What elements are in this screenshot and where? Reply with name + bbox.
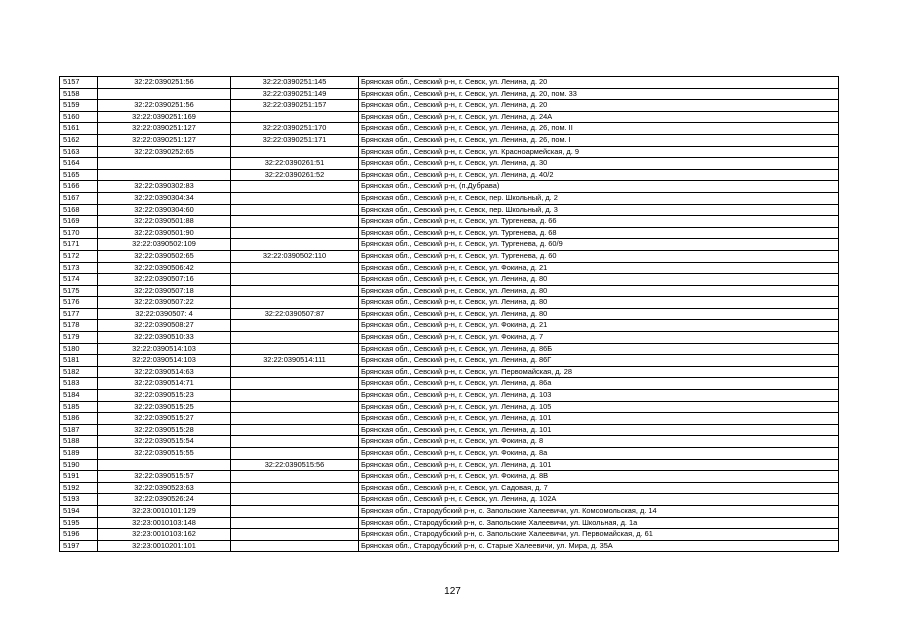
table-row	[60, 355, 839, 367]
table-row	[60, 401, 839, 413]
row-number-cell: 5196	[60, 529, 98, 541]
row-number-cell: 5194	[60, 505, 98, 517]
building-cadastral-number-cell	[231, 378, 359, 390]
cadastral-number-cell	[98, 88, 231, 100]
building-cadastral-number-cell: 32:22:0390261:52	[231, 169, 359, 181]
table-row	[60, 436, 839, 448]
address-cell: Брянская обл., Севский р-н, г. Севск, ул. Ленина, д. 20	[359, 77, 839, 89]
cadastral-number-cell: 32:22:0390302:83	[98, 181, 231, 193]
row-number-cell: 5181	[60, 355, 98, 367]
row-number-cell: 5160	[60, 111, 98, 123]
cadastral-number-cell: 32:22:0390514:103	[98, 343, 231, 355]
address-cell: Брянская обл., Севский р-н, г. Севск, ул. Ленина, д. 24А	[359, 111, 839, 123]
address-cell: Брянская обл., Севский р-н, г. Севск, ул. Ленина, д. 30	[359, 158, 839, 170]
table-row	[60, 262, 839, 274]
row-number-cell: 5170	[60, 227, 98, 239]
row-number-cell: 5180	[60, 343, 98, 355]
table-row	[60, 192, 839, 204]
address-cell: Брянская обл., Севский р-н, г. Севск, ул. Ленина, д. 101	[359, 413, 839, 425]
address-cell: Брянская обл., Севский р-н, г. Севск, ул. Ленина, д. 40/2	[359, 169, 839, 181]
cadastral-number-cell: 32:22:0390304:60	[98, 204, 231, 216]
table-row	[60, 123, 839, 135]
cadastral-number-cell: 32:22:0390507: 4	[98, 308, 231, 320]
cadastral-number-cell: 32:22:0390515:57	[98, 471, 231, 483]
row-number-cell: 5192	[60, 482, 98, 494]
address-cell: Брянская обл., Севский р-н, г. Севск, ул. Ленина, д. 86Г	[359, 355, 839, 367]
cadastral-number-cell: 32:22:0390251:127	[98, 134, 231, 146]
table-row	[60, 204, 839, 216]
cadastral-number-cell: 32:22:0390507:16	[98, 274, 231, 286]
address-cell: Брянская обл., Севский р-н, г. Севск, ул. Ленина, д. 80	[359, 285, 839, 297]
row-number-cell: 5185	[60, 401, 98, 413]
building-cadastral-number-cell	[231, 471, 359, 483]
cadastral-number-cell: 32:22:0390506:42	[98, 262, 231, 274]
address-cell: Брянская обл., Севский р-н, г. Севск, ул. Красноармейская, д. 9	[359, 146, 839, 158]
cadastral-number-cell: 32:22:0390514:63	[98, 366, 231, 378]
building-cadastral-number-cell	[231, 285, 359, 297]
building-cadastral-number-cell	[231, 482, 359, 494]
building-cadastral-number-cell	[231, 204, 359, 216]
cadastral-number-cell: 32:22:0390515:27	[98, 413, 231, 425]
building-cadastral-number-cell: 32:22:0390251:145	[231, 77, 359, 89]
row-number-cell: 5161	[60, 123, 98, 135]
building-cadastral-number-cell	[231, 540, 359, 552]
row-number-cell: 5191	[60, 471, 98, 483]
address-cell: Брянская обл., Севский р-н, г. Севск, ул. Ленина, д. 26, пом. I	[359, 134, 839, 146]
row-number-cell: 5190	[60, 459, 98, 471]
table-row	[60, 494, 839, 506]
building-cadastral-number-cell: 32:22:0390514:111	[231, 355, 359, 367]
cadastral-number-cell: 32:22:0390507:22	[98, 297, 231, 309]
address-cell: Брянская обл., Севский р-н, г. Севск, ул. Тургенева, д. 68	[359, 227, 839, 239]
table-row	[60, 343, 839, 355]
cadastral-number-cell: 32:22:0390507:18	[98, 285, 231, 297]
cadastral-number-cell: 32:23:0010103:148	[98, 517, 231, 529]
building-cadastral-number-cell	[231, 494, 359, 506]
cadastral-number-cell: 32:22:0390508:27	[98, 320, 231, 332]
cadastral-number-cell	[98, 158, 231, 170]
row-number-cell: 5177	[60, 308, 98, 320]
building-cadastral-number-cell	[231, 332, 359, 344]
table-row	[60, 505, 839, 517]
row-number-cell: 5183	[60, 378, 98, 390]
table-row	[60, 332, 839, 344]
table-row	[60, 111, 839, 123]
building-cadastral-number-cell	[231, 505, 359, 517]
building-cadastral-number-cell	[231, 366, 359, 378]
address-cell: Брянская обл., Севский р-н, г. Севск, ул. Тургенева, д. 60/9	[359, 239, 839, 251]
table-row	[60, 424, 839, 436]
row-number-cell: 5171	[60, 239, 98, 251]
table-row	[60, 378, 839, 390]
cadastral-number-cell: 32:22:0390515:55	[98, 448, 231, 460]
address-cell: Брянская обл., Севский р-н, г. Севск, ул. Ленина, д. 101	[359, 424, 839, 436]
building-cadastral-number-cell	[231, 390, 359, 402]
address-cell: Брянская обл., Стародубский р-н, с. Запольские Халеевичи, ул. Школьная, д. 1а	[359, 517, 839, 529]
row-number-cell: 5163	[60, 146, 98, 158]
address-cell: Брянская обл., Севский р-н, г. Севск, ул. Фокина, д. 8В	[359, 471, 839, 483]
cadastral-number-cell: 32:22:0390515:25	[98, 401, 231, 413]
building-cadastral-number-cell	[231, 424, 359, 436]
property-register-table	[59, 76, 839, 552]
cadastral-number-cell: 32:22:0390251:127	[98, 123, 231, 135]
building-cadastral-number-cell	[231, 192, 359, 204]
row-number-cell: 5165	[60, 169, 98, 181]
building-cadastral-number-cell	[231, 517, 359, 529]
address-cell: Брянская обл., Севский р-н, г. Севск, ул. Ленина, д. 20, пом. 33	[359, 88, 839, 100]
row-number-cell: 5167	[60, 192, 98, 204]
address-cell: Брянская обл., Севский р-н, г. Севск, ул. Садовая, д. 7	[359, 482, 839, 494]
address-cell: Брянская обл., Севский р-н, г. Севск, ул. Фокина, д. 8	[359, 436, 839, 448]
row-number-cell: 5172	[60, 250, 98, 262]
building-cadastral-number-cell	[231, 448, 359, 460]
cadastral-number-cell: 32:22:0390251:56	[98, 77, 231, 89]
table-row	[60, 227, 839, 239]
row-number-cell: 5158	[60, 88, 98, 100]
address-cell: Брянская обл., Стародубский р-н, с. Запольские Халеевичи, ул. Первомайская, д. 61	[359, 529, 839, 541]
table-row	[60, 459, 839, 471]
cadastral-number-cell: 32:22:0390526:24	[98, 494, 231, 506]
table-row	[60, 100, 839, 112]
cadastral-number-cell	[98, 169, 231, 181]
row-number-cell: 5168	[60, 204, 98, 216]
row-number-cell: 5195	[60, 517, 98, 529]
building-cadastral-number-cell: 32:22:0390251:149	[231, 88, 359, 100]
address-cell: Брянская обл., Севский р-н, г. Севск, ул. Тургенева, д. 60	[359, 250, 839, 262]
row-number-cell: 5188	[60, 436, 98, 448]
row-number-cell: 5179	[60, 332, 98, 344]
address-cell: Брянская обл., Севский р-н, г. Севск, ул. Фокина, д. 7	[359, 332, 839, 344]
address-cell: Брянская обл., Стародубский р-н, с. Старые Халеевичи, ул. Мира, д. 35А	[359, 540, 839, 552]
row-number-cell: 5157	[60, 77, 98, 89]
address-cell: Брянская обл., Севский р-н, г. Севск, ул. Ленина, д. 86Б	[359, 343, 839, 355]
cadastral-number-cell: 32:22:0390252:65	[98, 146, 231, 158]
address-cell: Брянская обл., Севский р-н, г. Севск, ул. Ленина, д. 80	[359, 308, 839, 320]
building-cadastral-number-cell	[231, 239, 359, 251]
cadastral-number-cell: 32:22:0390523:63	[98, 482, 231, 494]
building-cadastral-number-cell: 32:22:0390251:170	[231, 123, 359, 135]
cadastral-number-cell: 32:22:0390501:90	[98, 227, 231, 239]
address-cell: Брянская обл., Севский р-н, г. Севск, ул. Ленина, д. 26, пом. II	[359, 123, 839, 135]
row-number-cell: 5189	[60, 448, 98, 460]
table-row	[60, 540, 839, 552]
table-row	[60, 181, 839, 193]
building-cadastral-number-cell	[231, 413, 359, 425]
address-cell: Брянская обл., Севский р-н, г. Севск, ул. Тургенева, д. 66	[359, 216, 839, 228]
table-row	[60, 529, 839, 541]
building-cadastral-number-cell: 32:22:0390502:110	[231, 250, 359, 262]
address-cell: Брянская обл., Севский р-н, г. Севск, ул. Первомайская, д. 28	[359, 366, 839, 378]
address-cell: Брянская обл., Севский р-н, г. Севск, ул. Фокина, д. 21	[359, 320, 839, 332]
address-cell: Брянская обл., Стародубский р-н, с. Запольские Халеевичи, ул. Комсомольская, д. 14	[359, 505, 839, 517]
table-row	[60, 320, 839, 332]
building-cadastral-number-cell	[231, 297, 359, 309]
building-cadastral-number-cell	[231, 262, 359, 274]
address-cell: Брянская обл., Севский р-н, г. Севск, ул. Фокина, д. 8а	[359, 448, 839, 460]
table-row	[60, 413, 839, 425]
row-number-cell: 5186	[60, 413, 98, 425]
table-row	[60, 285, 839, 297]
address-cell: Брянская обл., Севский р-н, г. Севск, ул. Ленина, д. 80	[359, 297, 839, 309]
building-cadastral-number-cell: 32:22:0390261:51	[231, 158, 359, 170]
cadastral-number-cell: 32:22:0390502:109	[98, 239, 231, 251]
row-number-cell: 5184	[60, 390, 98, 402]
address-cell: Брянская обл., Севский р-н, (п.Дубрава)	[359, 181, 839, 193]
row-number-cell: 5193	[60, 494, 98, 506]
building-cadastral-number-cell	[231, 227, 359, 239]
row-number-cell: 5174	[60, 274, 98, 286]
row-number-cell: 5164	[60, 158, 98, 170]
cadastral-number-cell: 32:23:0010201:101	[98, 540, 231, 552]
cadastral-number-cell: 32:22:0390251:169	[98, 111, 231, 123]
row-number-cell: 5169	[60, 216, 98, 228]
building-cadastral-number-cell	[231, 401, 359, 413]
row-number-cell: 5178	[60, 320, 98, 332]
table-row	[60, 88, 839, 100]
table-row	[60, 297, 839, 309]
address-cell: Брянская обл., Севский р-н, г. Севск, ул. Фокина, д. 21	[359, 262, 839, 274]
row-number-cell: 5176	[60, 297, 98, 309]
table-row	[60, 366, 839, 378]
building-cadastral-number-cell	[231, 274, 359, 286]
table-row	[60, 250, 839, 262]
table-row	[60, 471, 839, 483]
row-number-cell: 5187	[60, 424, 98, 436]
cadastral-number-cell: 32:23:0010103:162	[98, 529, 231, 541]
row-number-cell: 5173	[60, 262, 98, 274]
row-number-cell: 5182	[60, 366, 98, 378]
table-row	[60, 448, 839, 460]
address-cell: Брянская обл., Севский р-н, г. Севск, ул. Ленина, д. 20	[359, 100, 839, 112]
cadastral-number-cell: 32:22:0390510:33	[98, 332, 231, 344]
cadastral-number-cell: 32:22:0390515:54	[98, 436, 231, 448]
address-cell: Брянская обл., Севский р-н, г. Севск, ул. Ленина, д. 102А	[359, 494, 839, 506]
cadastral-number-cell: 32:22:0390502:65	[98, 250, 231, 262]
row-number-cell: 5159	[60, 100, 98, 112]
building-cadastral-number-cell	[231, 529, 359, 541]
building-cadastral-number-cell	[231, 436, 359, 448]
building-cadastral-number-cell: 32:22:0390251:157	[231, 100, 359, 112]
table-row	[60, 146, 839, 158]
address-cell: Брянская обл., Севский р-н, г. Севск, ул. Ленина, д. 86а	[359, 378, 839, 390]
building-cadastral-number-cell	[231, 216, 359, 228]
table-row	[60, 169, 839, 181]
building-cadastral-number-cell	[231, 146, 359, 158]
building-cadastral-number-cell: 32:22:0390251:171	[231, 134, 359, 146]
address-cell: Брянская обл., Севский р-н, г. Севск, пер. Школьный, д. 3	[359, 204, 839, 216]
table-body	[60, 77, 839, 552]
table-row	[60, 274, 839, 286]
cadastral-number-cell: 32:22:0390501:88	[98, 216, 231, 228]
address-cell: Брянская обл., Севский р-н, г. Севск, пер. Школьный, д. 2	[359, 192, 839, 204]
row-number-cell: 5175	[60, 285, 98, 297]
address-cell: Брянская обл., Севский р-н, г. Севск, ул. Ленина, д. 103	[359, 390, 839, 402]
building-cadastral-number-cell	[231, 343, 359, 355]
table-row	[60, 239, 839, 251]
cadastral-number-cell	[98, 459, 231, 471]
building-cadastral-number-cell: 32:22:0390515:56	[231, 459, 359, 471]
table-row	[60, 134, 839, 146]
row-number-cell: 5162	[60, 134, 98, 146]
cadastral-number-cell: 32:22:0390515:28	[98, 424, 231, 436]
row-number-cell: 5197	[60, 540, 98, 552]
building-cadastral-number-cell	[231, 111, 359, 123]
table-row	[60, 517, 839, 529]
table-row	[60, 308, 839, 320]
row-number-cell: 5166	[60, 181, 98, 193]
cadastral-number-cell: 32:23:0010101:129	[98, 505, 231, 517]
cadastral-number-cell: 32:22:0390515:23	[98, 390, 231, 402]
address-cell: Брянская обл., Севский р-н, г. Севск, ул. Ленина, д. 101	[359, 459, 839, 471]
cadastral-number-cell: 32:22:0390304:34	[98, 192, 231, 204]
table-row	[60, 77, 839, 89]
address-cell: Брянская обл., Севский р-н, г. Севск, ул. Ленина, д. 80	[359, 274, 839, 286]
table-row	[60, 390, 839, 402]
table-row	[60, 482, 839, 494]
table-row	[60, 158, 839, 170]
address-cell: Брянская обл., Севский р-н, г. Севск, ул. Ленина, д. 105	[359, 401, 839, 413]
building-cadastral-number-cell	[231, 320, 359, 332]
building-cadastral-number-cell	[231, 181, 359, 193]
cadastral-number-cell: 32:22:0390514:71	[98, 378, 231, 390]
cadastral-number-cell: 32:22:0390251:56	[98, 100, 231, 112]
building-cadastral-number-cell: 32:22:0390507:87	[231, 308, 359, 320]
cadastral-number-cell: 32:22:0390514:103	[98, 355, 231, 367]
table-row	[60, 216, 839, 228]
page-number: 127	[444, 586, 461, 597]
